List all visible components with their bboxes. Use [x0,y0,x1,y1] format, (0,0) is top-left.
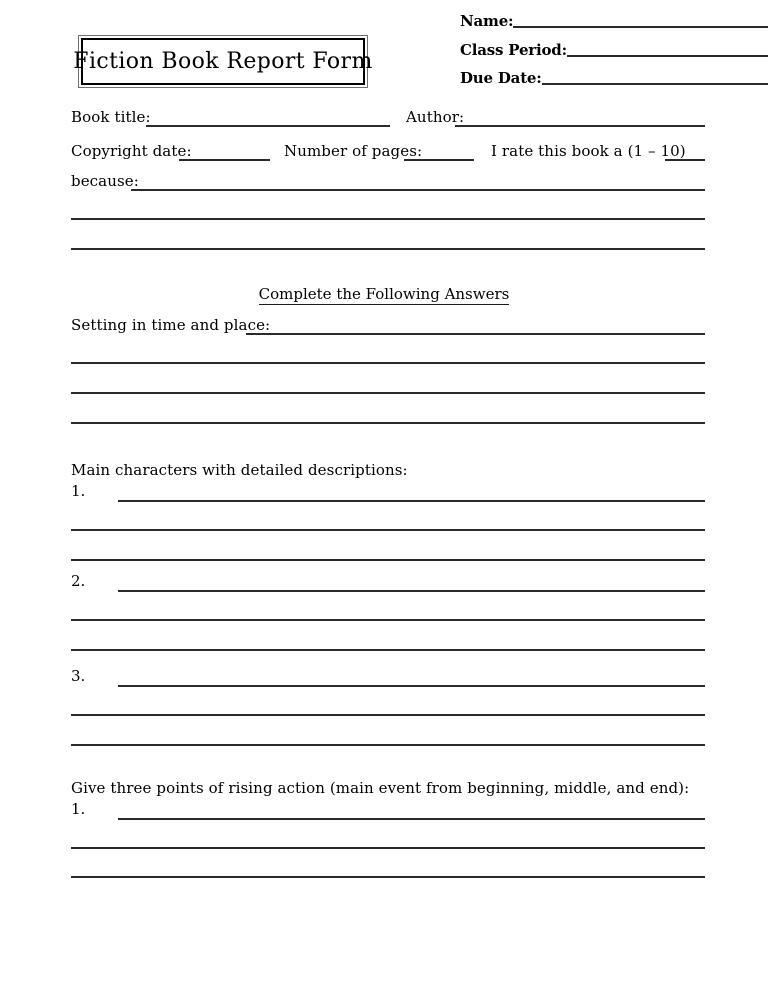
section-heading [0,285,768,303]
main-characters-label: Main characters with detailed descriptions: [71,461,408,479]
rising-action-item-1-line-1[interactable] [118,818,705,820]
name-field-label: Name: [460,12,514,30]
book-title-input[interactable] [146,125,390,127]
character-item-2-line-2[interactable] [71,619,705,621]
page-title: Fiction Book Report Form [73,49,373,74]
because-input-line-2[interactable] [71,218,705,220]
because-input-line-1[interactable] [131,189,705,191]
class-period-field-label: Class Period: [460,41,567,59]
form-title-box-inner [73,38,373,85]
setting-input-line-2[interactable] [71,362,705,364]
character-item-3-line-2[interactable] [71,714,705,716]
rising-action-item-1-line-3[interactable] [71,876,705,878]
name-field-row [460,12,768,30]
character-item-1-line-2[interactable] [71,529,705,531]
form-title-box [73,35,373,88]
setting-input-line-3[interactable] [71,392,705,394]
rating-label: I rate this book a (1 – 10) [491,142,686,160]
number-of-pages-label: Number of pages: [284,142,423,160]
because-label: because: [71,172,139,190]
name-field-input[interactable] [513,26,768,28]
rising-action-item-1-number: 1. [71,800,86,818]
character-item-2-line-1[interactable] [118,590,705,592]
rising-action-item-1-line-2[interactable] [71,847,705,849]
due-date-field-label: Due Date: [460,69,542,87]
number-of-pages-input[interactable] [404,159,474,161]
character-item-2-line-3[interactable] [71,649,705,651]
character-item-3-number: 3. [71,667,86,685]
author-input[interactable] [455,125,705,127]
class-period-field-input[interactable] [567,55,768,57]
character-item-3-line-1[interactable] [118,685,705,687]
character-item-1-line-3[interactable] [71,559,705,561]
character-item-1-line-1[interactable] [118,500,705,502]
character-item-3-line-3[interactable] [71,744,705,746]
book-title-label: Book title: [71,108,151,126]
setting-input-line-4[interactable] [71,422,705,424]
setting-label: Setting in time and place: [71,316,271,334]
section-heading-text: Complete the Following Answers [258,285,510,303]
setting-input-line-1[interactable] [246,333,705,335]
character-item-2-number: 2. [71,572,86,590]
class-period-field-row [460,41,768,59]
character-item-1-number: 1. [71,482,86,500]
rising-action-label: Give three points of rising action (main event from beginning, middle, and end): [71,779,690,797]
rating-input[interactable] [665,159,705,161]
due-date-field-input[interactable] [542,83,768,85]
author-label: Author: [406,108,465,126]
copyright-date-input[interactable] [179,159,270,161]
copyright-date-label: Copyright date: [71,142,192,160]
because-input-line-3[interactable] [71,248,705,250]
due-date-field-row [460,69,768,87]
